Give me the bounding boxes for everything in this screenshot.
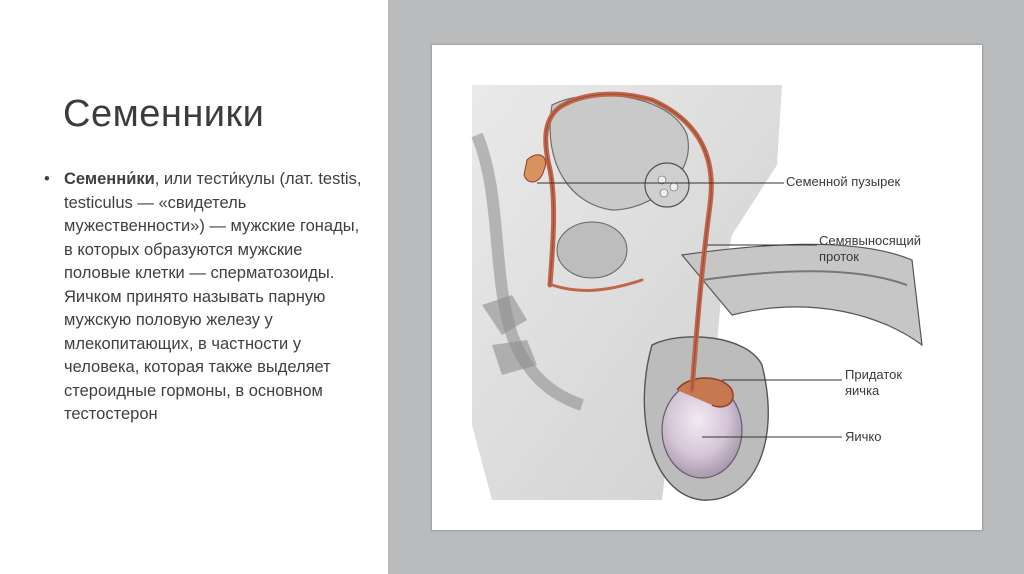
label-epididymis-line1: Придаток <box>845 367 903 382</box>
label-testis: Яичко <box>845 429 882 444</box>
bullet-icon: • <box>44 170 50 188</box>
paragraph-term: Семенни́ки <box>64 170 155 188</box>
slide-paragraph <box>44 168 364 427</box>
paragraph-text: , или тести́кулы (лат. testis, testiculus — «свидетель мужественности») — мужские гонады, в которых образуются мужские половые клетки — сперматозоиды. Яичком принято называть парную мужскую половую железу у млекопитающих, в частности у человека, которая также выделяет стероидные гормоны, в основном тестостерон <box>64 170 362 423</box>
text-panel <box>0 0 388 574</box>
label-seminal-vesicle: Семенной пузырек <box>786 174 901 189</box>
anatomy-figure <box>431 44 983 531</box>
label-vas-deferens-line1: Семявыносящий <box>819 233 922 248</box>
label-vas-deferens-line2: проток <box>819 249 859 264</box>
label-epididymis-line2: яичка <box>845 383 880 398</box>
seminal-vesicle <box>645 163 689 207</box>
slide-title: Семенники <box>63 93 265 135</box>
prostate <box>557 222 627 278</box>
anatomy-illustration <box>432 45 982 530</box>
